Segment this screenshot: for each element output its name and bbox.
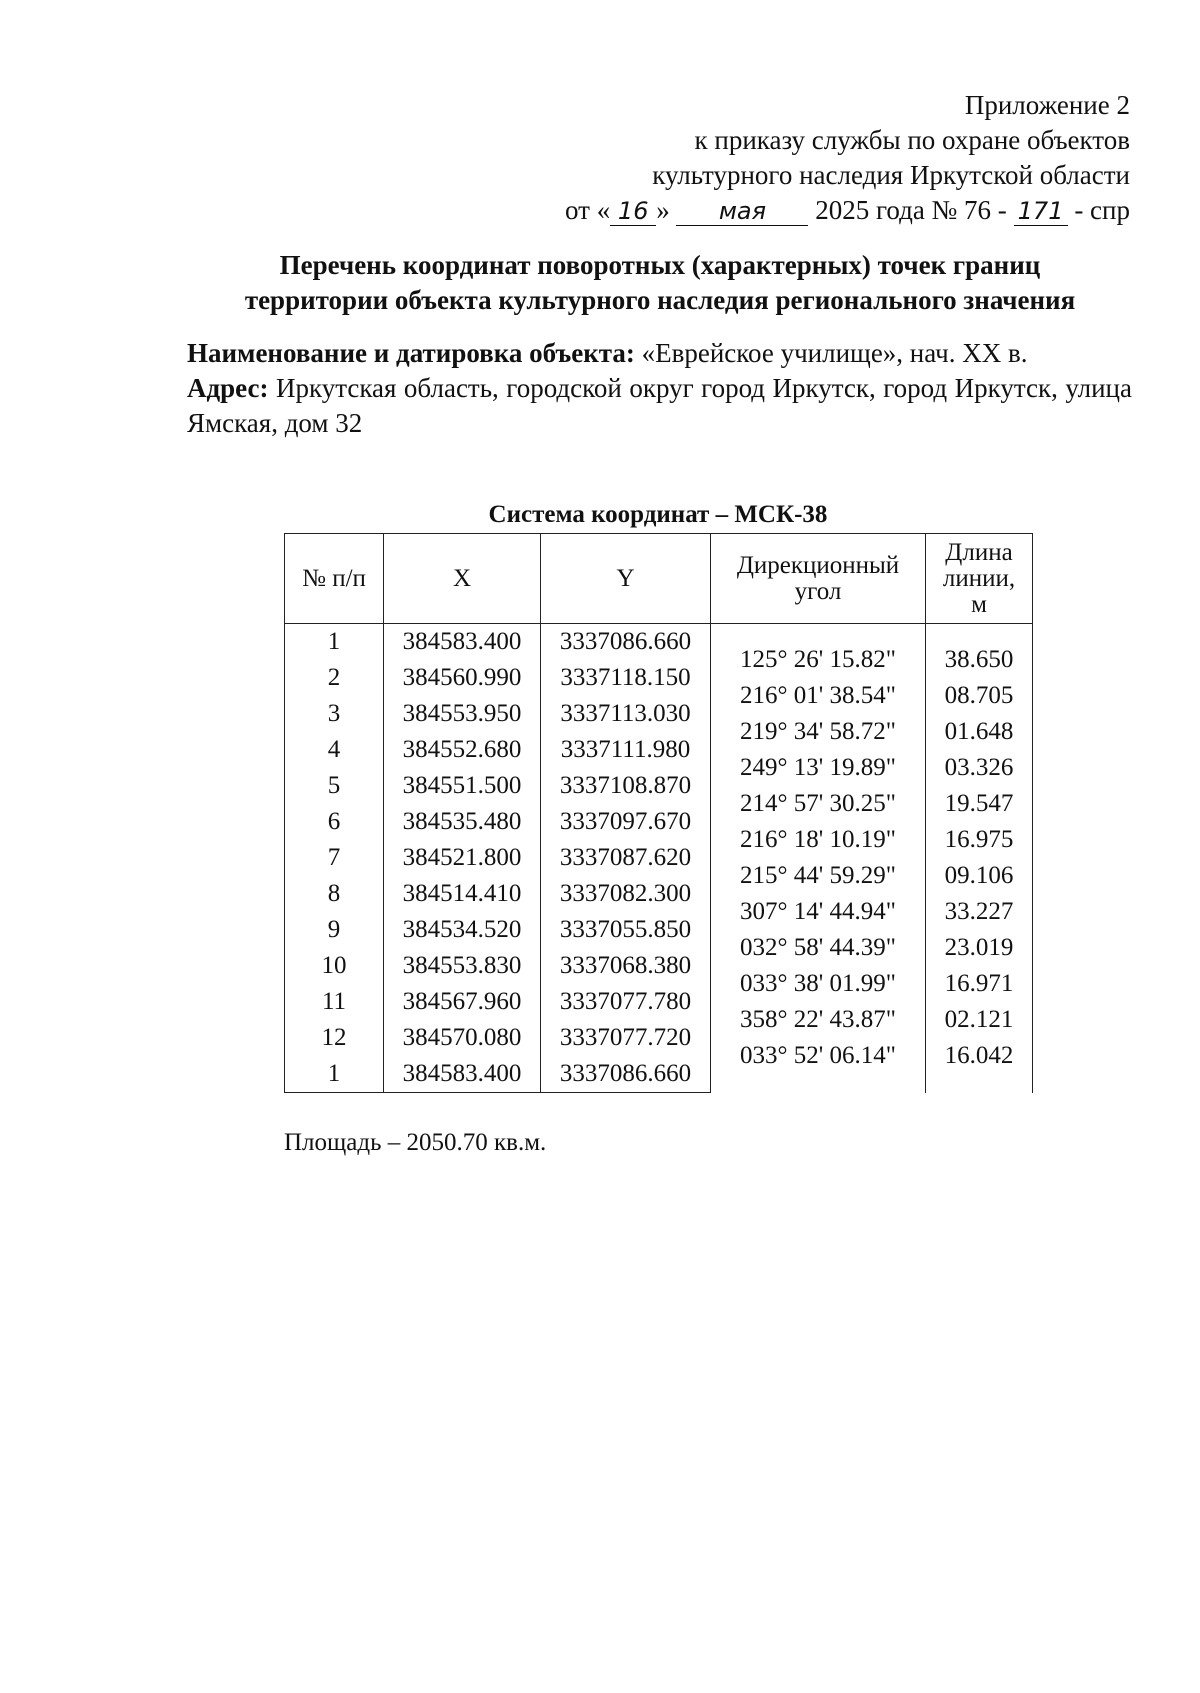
point-y-cell: 3337108.870 <box>541 768 711 804</box>
point-number-cell: 9 <box>285 912 384 948</box>
point-x-cell: 384551.500 <box>384 768 541 804</box>
point-y-cell: 3337111.980 <box>541 732 711 768</box>
length-column <box>926 624 1033 1093</box>
segment-angle: 033° 52' 06.14" <box>740 1042 896 1069</box>
point-number-cell: 3 <box>285 696 384 732</box>
segment-angle: 216° 18' 10.19" <box>740 826 896 853</box>
segment-length: 23.019 <box>944 934 1014 961</box>
segment-angle: 215° 44' 59.29" <box>740 862 896 889</box>
point-y-cell: 3337077.720 <box>541 1020 711 1056</box>
segment-length: 08.705 <box>944 682 1014 709</box>
handwritten-day: 16 <box>610 197 656 226</box>
point-y-cell: 3337055.850 <box>541 912 711 948</box>
point-x-cell: 384553.830 <box>384 948 541 984</box>
point-y-cell: 3337097.670 <box>541 804 711 840</box>
object-address-label: Адрес: <box>187 373 269 403</box>
table-header-row <box>285 534 1033 624</box>
point-number-cell: 8 <box>285 876 384 912</box>
segment-length: 03.326 <box>944 754 1014 781</box>
document-heading <box>140 248 1180 318</box>
header-length: Длина линии, м <box>926 534 1033 624</box>
segment-length: 02.121 <box>944 1006 1014 1033</box>
heading-line-2: территории объекта культурного наследия регионального значения <box>244 285 1076 315</box>
header-number: № п/п <box>285 534 384 624</box>
header-x: X <box>384 534 541 624</box>
coordinates-table <box>284 533 1033 1093</box>
date-mid: » <box>656 195 670 225</box>
point-x-cell: 384583.400 <box>384 624 541 661</box>
point-number-cell: 1 <box>285 1056 384 1093</box>
point-y-cell: 3337086.660 <box>541 1056 711 1093</box>
table-body <box>285 624 1033 1093</box>
point-x-cell: 384567.960 <box>384 984 541 1020</box>
area-text: Площадь – 2050.70 кв.м. <box>284 1129 547 1156</box>
point-y-cell: 3337086.660 <box>541 624 711 661</box>
segment-angle: 219° 34' 58.72" <box>740 718 896 745</box>
point-x-cell: 384514.410 <box>384 876 541 912</box>
point-y-cell: 3337068.380 <box>541 948 711 984</box>
object-name-line <box>187 336 1132 371</box>
table-row <box>285 624 1033 661</box>
object-address-line <box>187 371 1132 441</box>
point-x-cell: 384521.800 <box>384 840 541 876</box>
point-number-cell: 10 <box>285 948 384 984</box>
segment-angle: 125° 26' 15.82" <box>740 646 896 673</box>
point-y-cell: 3337077.780 <box>541 984 711 1020</box>
point-x-cell: 384560.990 <box>384 660 541 696</box>
point-y-cell: 3337087.620 <box>541 840 711 876</box>
appendix-agency-line: культурного наследия Иркутской области <box>652 160 1130 190</box>
segment-length: 16.042 <box>944 1042 1014 1069</box>
point-number-cell: 2 <box>285 660 384 696</box>
appendix-order-line: к приказу службы по охране объектов <box>694 125 1130 155</box>
segment-length: 33.227 <box>944 898 1014 925</box>
point-number-cell: 12 <box>285 1020 384 1056</box>
point-number-cell: 4 <box>285 732 384 768</box>
order-suffix: - спр <box>1074 195 1130 225</box>
object-name-label: Наименование и датировка объекта: <box>187 338 635 368</box>
point-x-cell: 384553.950 <box>384 696 541 732</box>
handwritten-month: мая <box>676 197 808 226</box>
segment-length: 16.971 <box>944 970 1014 997</box>
heading-line-1: Перечень координат поворотных (характерных) точек границ <box>279 250 1041 280</box>
object-address-value: Иркутская область, городской округ город Иркутск, город Иркутск, улица Ямская, дом 32 <box>187 373 1132 438</box>
object-name-value: «Еврейское училище», нач. XX в. <box>641 338 1028 368</box>
point-x-cell: 384583.400 <box>384 1056 541 1093</box>
segment-angle: 216° 01' 38.54" <box>740 682 896 709</box>
appendix-header <box>565 88 1130 228</box>
point-x-cell: 384570.080 <box>384 1020 541 1056</box>
segment-length: 01.648 <box>944 718 1014 745</box>
segment-angle: 249° 13' 19.89" <box>740 754 896 781</box>
handwritten-order-number: 171 <box>1014 197 1068 226</box>
point-x-cell: 384534.520 <box>384 912 541 948</box>
segment-length: 19.547 <box>944 790 1014 817</box>
appendix-date-line <box>565 193 1130 228</box>
header-y: Y <box>541 534 711 624</box>
point-number-cell: 6 <box>285 804 384 840</box>
point-y-cell: 3337082.300 <box>541 876 711 912</box>
segment-length: 09.106 <box>944 862 1014 889</box>
point-number-cell: 5 <box>285 768 384 804</box>
point-y-cell: 3337113.030 <box>541 696 711 732</box>
appendix-title: Приложение 2 <box>964 90 1130 120</box>
point-number-cell: 7 <box>285 840 384 876</box>
header-angle: Дирекционный угол <box>711 534 926 624</box>
segment-length: 16.975 <box>944 826 1014 853</box>
point-number-cell: 11 <box>285 984 384 1020</box>
segment-angle: 032° 58' 44.39" <box>740 934 896 961</box>
segment-angle: 214° 57' 30.25" <box>740 790 896 817</box>
date-prefix: от « <box>565 195 611 225</box>
point-y-cell: 3337118.150 <box>541 660 711 696</box>
segment-angle: 033° 38' 01.99" <box>740 970 896 997</box>
object-info <box>187 336 1132 441</box>
point-x-cell: 384535.480 <box>384 804 541 840</box>
segment-angle: 358° 22' 43.87" <box>740 1006 896 1033</box>
year-text: 2025 года № 76 - <box>815 195 1007 225</box>
table-caption: Система координат – МСК-38 <box>488 501 828 528</box>
segment-angle: 307° 14' 44.94" <box>740 898 896 925</box>
segment-length: 38.650 <box>944 646 1014 673</box>
point-number-cell: 1 <box>285 624 384 661</box>
point-x-cell: 384552.680 <box>384 732 541 768</box>
angle-column <box>711 624 926 1093</box>
